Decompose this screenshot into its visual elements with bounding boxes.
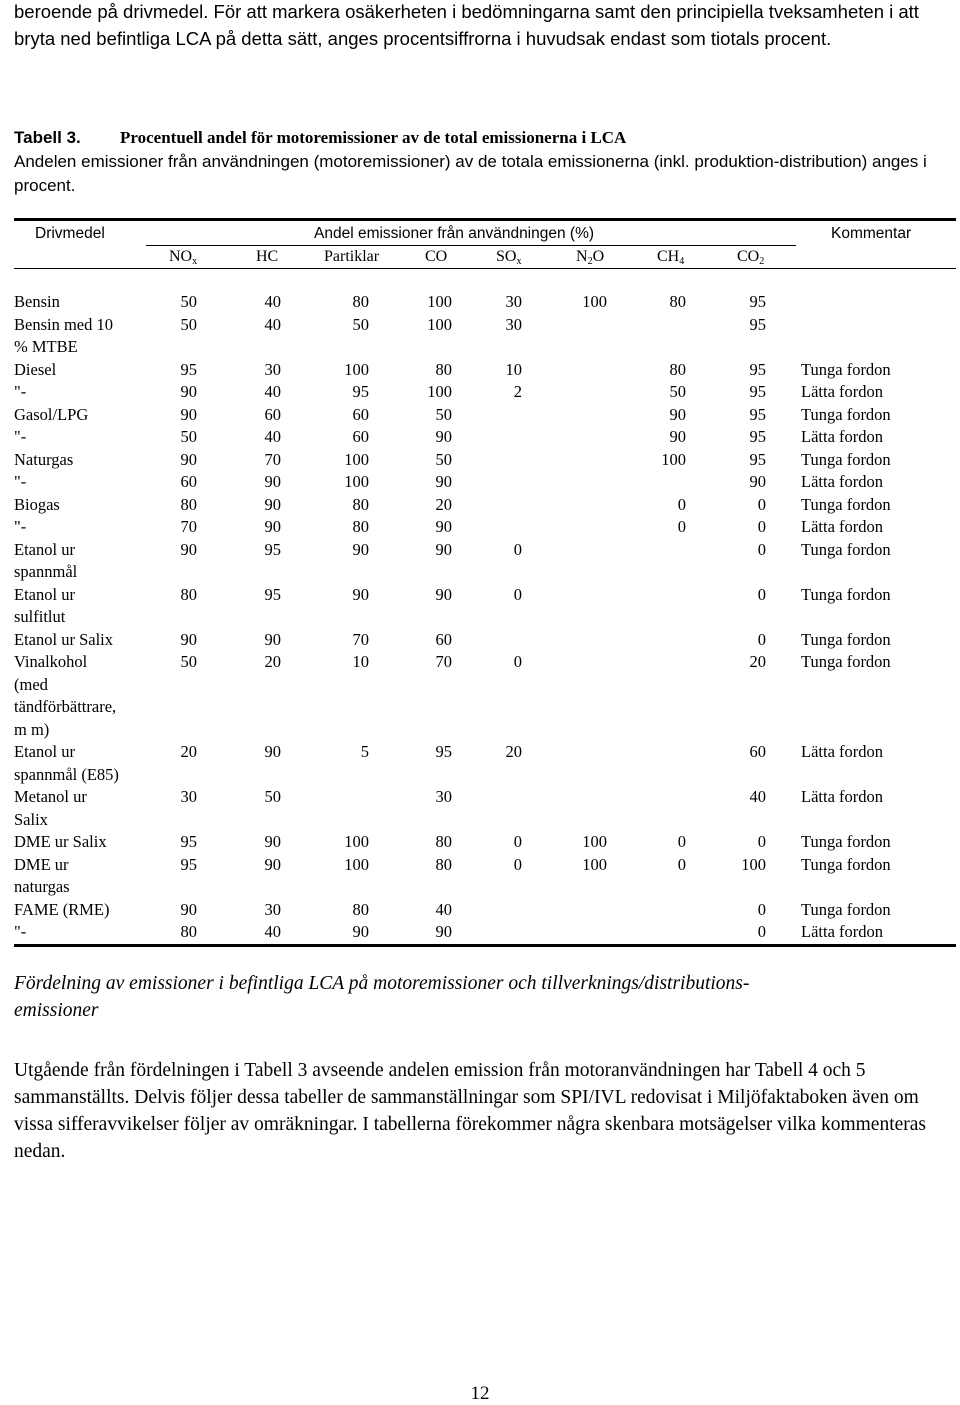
- table-cell: 0: [513, 832, 522, 851]
- row-comment: Tunga fordon: [801, 629, 891, 649]
- table-cell: 80: [669, 292, 686, 311]
- table-cell: 95: [749, 359, 766, 379]
- table-cell: 90: [264, 742, 281, 761]
- table-cell: 0: [757, 899, 766, 919]
- table-cell: 10: [352, 652, 369, 671]
- table-cell: 20: [505, 742, 522, 761]
- table-cell: 0: [677, 517, 686, 536]
- table-cell: 80: [352, 292, 369, 311]
- table-cell: 50: [180, 314, 197, 334]
- row-label-line: Salix: [14, 809, 48, 829]
- table-cell: 30: [505, 314, 522, 334]
- table-cell: 30: [264, 899, 281, 919]
- emission-subheader: $NO_x$: [169, 248, 198, 267]
- table-cell: 0: [513, 539, 522, 559]
- row-label: [14, 854, 70, 899]
- row-comment: Lätta fordon: [801, 472, 884, 491]
- table-cell: 80: [352, 517, 369, 536]
- row-label-line: DME ur: [14, 854, 69, 874]
- row-comment: Lätta fordon: [801, 922, 884, 941]
- table-cell: 100: [427, 382, 452, 401]
- table-cell: 60: [352, 404, 369, 424]
- intro-paragraph: beroende på drivmedel. För att markera osäkerheten i bedömningarna samt den principiella tveksamheten i att bryta ned befintliga LCA på detta sätt, anges procentsiffrorna i huvudsak endast som tiotals procent.: [14, 1, 919, 49]
- table-cell: 0: [513, 854, 522, 874]
- table-cell: 100: [427, 292, 452, 311]
- table-cell: 90: [435, 517, 452, 536]
- table-cell: 100: [582, 832, 607, 851]
- body-paragraph: Utgående från fördelningen i Tabell 3 avseende andelen emission från motoranvändningen har Tabell 4 och 5 sammanställts. Delvis följer dessa tabeller de sammanställningar som SPI/IVL redovisat i Miljöfaktaboken även om vissa sifferavvikelser följer av omräkningar. I tabellerna förekommer några skenbara motsägelser vilka kommenteras nedan.: [14, 1060, 927, 1162]
- table-cell: 70: [352, 629, 369, 649]
- column-header-drivmedel: Drivmedel: [35, 225, 105, 242]
- row-label-line: m m): [14, 719, 50, 739]
- table-cell: 100: [344, 472, 369, 491]
- table-cell: 95: [180, 854, 197, 874]
- table-cell: 90: [352, 539, 369, 559]
- table-cell: 95: [264, 584, 281, 604]
- row-comment: Lätta fordon: [801, 427, 884, 446]
- table-cell: 0: [677, 494, 686, 514]
- table-cell: 90: [180, 539, 197, 559]
- table-cell: 90: [669, 427, 686, 446]
- row-label: [14, 921, 26, 944]
- table-cell: 90: [264, 832, 281, 851]
- row-label: [14, 516, 26, 539]
- table-cell: 50: [180, 427, 197, 446]
- table-cell: 40: [264, 382, 281, 401]
- table-cell: 100: [741, 854, 766, 874]
- table-cell: 60: [352, 427, 369, 446]
- table-cell: 95: [749, 292, 766, 311]
- row-label: [14, 381, 26, 404]
- table-cell: 80: [435, 854, 452, 874]
- row-label-line: Biogas: [14, 494, 60, 514]
- table-cell: 95: [749, 382, 766, 401]
- table-header-rule: [14, 268, 956, 269]
- row-label-line: Vinalkohol: [14, 652, 88, 671]
- table-cell: 90: [180, 404, 197, 424]
- table-group-rule: [146, 245, 796, 246]
- table-cell: 90: [435, 584, 452, 604]
- table-cell: 0: [757, 517, 766, 536]
- row-comment: Tunga fordon: [801, 449, 891, 469]
- table-cell: 90: [264, 629, 281, 649]
- row-label: [14, 786, 87, 831]
- table-cell: 2: [513, 382, 522, 401]
- row-comment: Tunga fordon: [801, 854, 891, 874]
- row-comment: Lätta fordon: [801, 517, 884, 536]
- row-label: [14, 359, 56, 382]
- table-cell: 100: [344, 449, 369, 469]
- row-comment: Tunga fordon: [801, 359, 891, 379]
- table-cell: 90: [669, 404, 686, 424]
- row-label-line: Bensin: [14, 292, 60, 311]
- table-bottom-rule: [14, 944, 956, 947]
- emission-subheader: $CH_4$: [657, 248, 685, 267]
- table-cell: 0: [677, 854, 686, 874]
- row-comment: Tunga fordon: [801, 494, 891, 514]
- row-label: [14, 404, 88, 427]
- table-cell: 0: [757, 494, 766, 514]
- table-cell: 80: [669, 359, 686, 379]
- row-label-line: Gasol/LPG: [14, 404, 89, 424]
- table-cell: 95: [180, 832, 197, 851]
- table-cell: 90: [352, 922, 369, 941]
- table-cell: 95: [435, 742, 452, 761]
- table-cell: 70: [264, 449, 281, 469]
- row-label-line: spannmål: [14, 562, 78, 581]
- table-cell: 0: [513, 584, 522, 604]
- section-heading-line-1: Fördelning av emissioner i befintliga LCA på motoremissioner och tillverknings/distributions-: [14, 973, 750, 994]
- row-label-line: DME ur Salix: [14, 832, 107, 851]
- row-label: [14, 291, 60, 314]
- table-cell: 10: [505, 359, 522, 379]
- table-cell: 50: [264, 787, 281, 806]
- table-cell: 50: [669, 382, 686, 401]
- table-cell: 20: [435, 494, 452, 514]
- table-cell: 90: [264, 517, 281, 536]
- table-cell: 30: [264, 359, 281, 379]
- row-comment: Tunga fordon: [801, 584, 891, 604]
- row-comment: Tunga fordon: [801, 899, 891, 919]
- table-cell: 40: [435, 899, 452, 919]
- table-cell: 90: [435, 472, 452, 491]
- table-cell: 100: [661, 449, 686, 469]
- row-label-line: sulfitlut: [14, 607, 66, 626]
- table-cell: 50: [180, 292, 197, 311]
- row-label: [14, 471, 26, 494]
- row-label: [14, 629, 113, 652]
- table-cell: 0: [757, 922, 766, 941]
- table-cell: 20: [749, 652, 766, 671]
- table-cell: 90: [180, 449, 197, 469]
- row-comment: Lätta fordon: [801, 742, 884, 761]
- table-cell: 50: [435, 404, 452, 424]
- table-cell: 90: [352, 584, 369, 604]
- section-heading: [14, 970, 944, 1024]
- column-group-header: Andel emissioner från användningen (%): [314, 225, 595, 242]
- table-cell: 100: [582, 854, 607, 874]
- table-cell: 0: [757, 629, 766, 649]
- row-label-line: Diesel: [14, 359, 57, 379]
- table-cell: 80: [435, 359, 452, 379]
- table-cell: 90: [180, 629, 197, 649]
- table-cell: 0: [757, 539, 766, 559]
- table-cell: 60: [749, 742, 766, 761]
- section-heading-line-2: emissioner: [14, 1000, 99, 1021]
- row-comment: Lätta fordon: [801, 787, 884, 806]
- row-comment: Tunga fordon: [801, 539, 891, 559]
- row-comment: Lätta fordon: [801, 382, 884, 401]
- table-cell: 80: [352, 494, 369, 514]
- row-label-line: "-: [14, 382, 27, 401]
- table-cell: 100: [344, 359, 369, 379]
- row-label-line: tändförbättrare,: [14, 697, 117, 716]
- table-cell: 40: [264, 314, 281, 334]
- table-cell: 95: [264, 539, 281, 559]
- table-cell: 95: [180, 359, 197, 379]
- table-cell: 20: [180, 742, 197, 761]
- row-label-line: "-: [14, 922, 27, 941]
- row-label: [14, 539, 77, 584]
- table-cell: 100: [344, 854, 369, 874]
- table-cell: 70: [180, 517, 197, 536]
- table-cell: 90: [435, 539, 452, 559]
- emission-subheader: Partiklar: [324, 248, 380, 265]
- table-cell: 90: [264, 854, 281, 874]
- table-cell: 90: [435, 427, 452, 446]
- row-label-line: "-: [14, 427, 27, 446]
- table-cell: 60: [435, 629, 452, 649]
- row-label-line: (med: [14, 674, 48, 694]
- table-cell: 80: [180, 922, 197, 941]
- table-cell: 70: [435, 652, 452, 671]
- table-cell: 90: [180, 382, 197, 401]
- table-cell: 40: [264, 922, 281, 941]
- table-cell: 60: [180, 472, 197, 491]
- table-top-rule: [14, 218, 956, 221]
- row-comment: Tunga fordon: [801, 652, 891, 671]
- table-cell: 90: [180, 899, 197, 919]
- emission-subheader: HC: [256, 248, 279, 265]
- row-label-line: spannmål (E85): [14, 764, 119, 784]
- table-cell: 80: [180, 494, 197, 514]
- emission-subheader: $N_2O$: [576, 248, 605, 267]
- row-label-line: naturgas: [14, 877, 70, 896]
- table-cell: 80: [352, 899, 369, 919]
- row-label-line: FAME (RME): [14, 899, 110, 919]
- row-label-line: "-: [14, 517, 27, 536]
- table-cell: 50: [352, 314, 369, 334]
- row-label-line: Naturgas: [14, 449, 74, 469]
- table-cell: 90: [435, 922, 452, 941]
- table-cell: 95: [749, 427, 766, 446]
- row-label-line: Etanol ur: [14, 584, 75, 604]
- row-label-line: Bensin med 10: [14, 314, 113, 334]
- table-cell: 90: [264, 472, 281, 491]
- row-label-line: "-: [14, 472, 27, 491]
- table-cell: 80: [180, 584, 197, 604]
- row-label-line: % MTBE: [14, 337, 78, 356]
- row-label: [14, 741, 119, 786]
- row-label-line: Etanol ur Salix: [14, 629, 113, 649]
- table-cell: 50: [435, 449, 452, 469]
- table-cell: 60: [264, 404, 281, 424]
- table-cell: 30: [435, 787, 452, 806]
- table-cell: 0: [513, 652, 522, 671]
- emission-subheader: $SO_x$: [496, 248, 522, 267]
- table-cell: 50: [180, 652, 197, 671]
- row-label: [14, 831, 107, 854]
- row-label-line: Metanol ur: [14, 787, 87, 806]
- table-cell: 0: [757, 832, 766, 851]
- row-label: [14, 449, 73, 472]
- table-cell: 100: [344, 832, 369, 851]
- table-number: Tabell 3.: [14, 128, 81, 147]
- table-caption-text: Andelen emissioner från användningen (motoremissioner) av de totala emissionerna (inkl. produktion-distribution) anges i procent.: [14, 152, 927, 195]
- table-caption: [14, 126, 946, 150]
- row-comment: Tunga fordon: [801, 404, 891, 424]
- table-cell: 95: [352, 382, 369, 401]
- emission-subheader: CO: [425, 248, 448, 265]
- row-label: [14, 584, 75, 629]
- table-cell: 0: [677, 832, 686, 851]
- row-label: [14, 651, 116, 741]
- table-cell: 40: [264, 427, 281, 446]
- table-cell: 30: [180, 787, 197, 806]
- table-cell: 0: [757, 584, 766, 604]
- row-label-line: Etanol ur: [14, 742, 75, 761]
- row-label: [14, 314, 113, 359]
- emission-subheader: $CO_2$: [737, 248, 765, 267]
- table-cell: 20: [264, 652, 281, 671]
- table-cell: 80: [435, 832, 452, 851]
- table-cell: 5: [360, 742, 369, 761]
- column-header-kommentar: Kommentar: [831, 225, 912, 242]
- table-cell: 95: [749, 404, 766, 424]
- row-comment: Tunga fordon: [801, 832, 891, 851]
- table-cell: 40: [264, 292, 281, 311]
- table-cell: 100: [582, 292, 607, 311]
- row-label-line: Etanol ur: [14, 539, 75, 559]
- page-number: 12: [470, 1383, 490, 1404]
- row-label: [14, 494, 60, 517]
- table-cell: 90: [749, 472, 766, 491]
- row-label: [14, 426, 26, 449]
- table-cell: 30: [505, 292, 522, 311]
- table-cell: 40: [749, 787, 766, 806]
- row-label: [14, 899, 110, 922]
- table-cell: 95: [749, 449, 766, 469]
- table-cell: 95: [749, 314, 766, 334]
- table-cell: 90: [264, 494, 281, 514]
- table-cell: 100: [427, 314, 452, 334]
- table-title: Procentuell andel för motoremissioner av de total emissionerna i LCA: [120, 128, 627, 147]
